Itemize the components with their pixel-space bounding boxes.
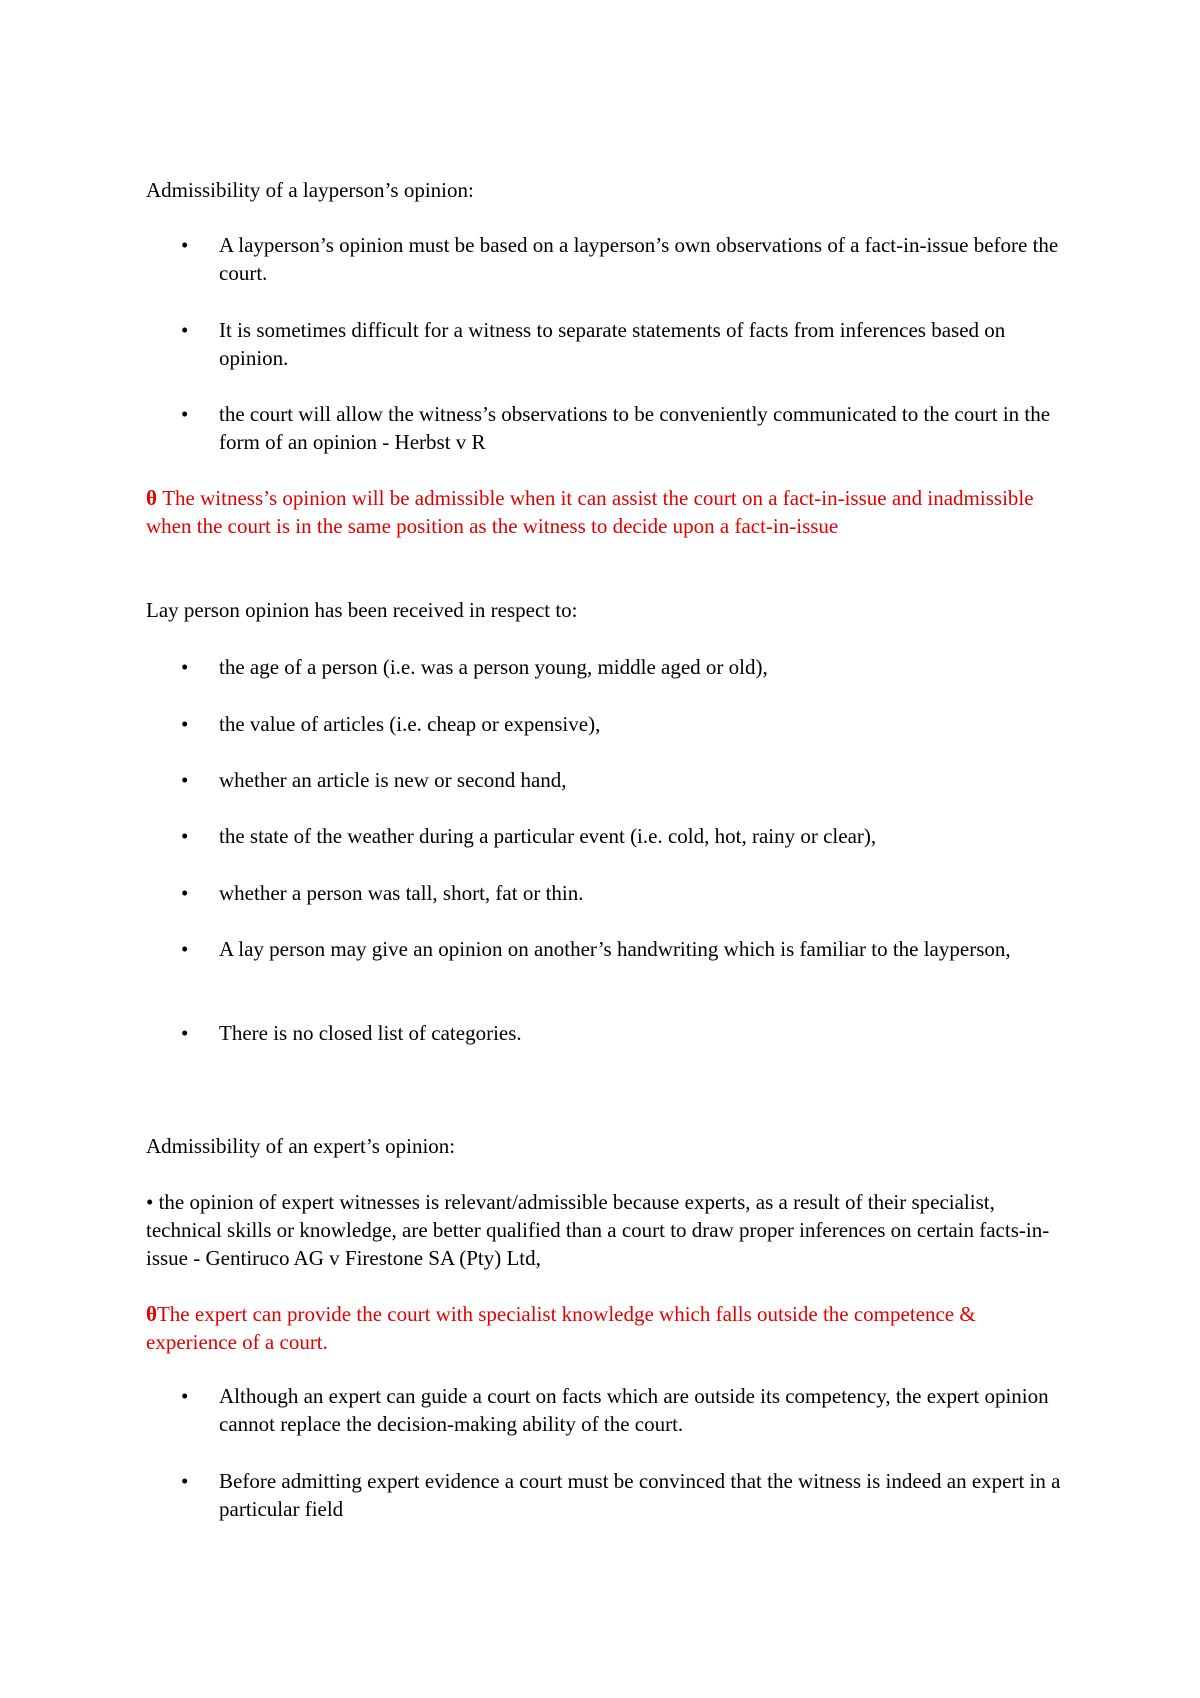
bullet-icon: • [181, 655, 189, 679]
received-point-7: There is no closed list of categories. [219, 1021, 522, 1045]
layperson-rule [146, 484, 1066, 540]
bullet-icon: • [181, 712, 189, 736]
layperson-point-2: It is sometimes difficult for a witness to separate statements of facts from inferences based on opinion. [219, 318, 1006, 370]
bullet-icon: • [181, 1469, 189, 1493]
bullet-icon: • [181, 402, 189, 426]
expert-rule [146, 1300, 1066, 1356]
received-point-5: whether a person was tall, short, fat or thin. [219, 881, 584, 905]
theta-symbol: θ [146, 486, 157, 510]
layperson-point-1: A layperson’s opinion must be based on a layperson’s own observations of a fact-in-issue before the court. [219, 233, 1059, 285]
layperson-point-3: the court will allow the witness’s observations to be conveniently communicated to the court in the form of an opinion - Herbst v R [219, 402, 1051, 454]
layperson-rule-text: The witness’s opinion will be admissible when it can assist the court on a fact-in-issue and inadmissible when the court is in the same position as the witness to decide upon a fact-in-issue [146, 486, 1034, 538]
bullet-icon: • [181, 318, 189, 342]
bullet-icon: • [181, 233, 189, 257]
bullet-icon: • [181, 1021, 189, 1045]
received-point-4: the state of the weather during a particular event (i.e. cold, hot, rainy or clear), [219, 824, 877, 848]
received-heading: Lay person opinion has been received in respect to: [146, 598, 578, 622]
received-point-1: the age of a person (i.e. was a person young, middle aged or old), [219, 655, 768, 679]
expert-point-2: Before admitting expert evidence a court must be convinced that the witness is indeed an expert in a particular field [219, 1469, 1061, 1521]
bullet-icon: • [181, 1384, 189, 1408]
expert-intro: • the opinion of expert witnesses is relevant/admissible because experts, as a result of their specialist, technical skills or knowledge, are better qualified than a court to draw proper inferences on certain facts-in-issue - Gentiruco AG v Firestone SA (Pty) Ltd, [146, 1190, 1050, 1270]
received-point-2: the value of articles (i.e. cheap or expensive), [219, 712, 601, 736]
received-point-3: whether an article is new or second hand, [219, 768, 567, 792]
received-point-6: A lay person may give an opinion on another’s handwriting which is familiar to the layperson, [219, 937, 1011, 961]
bullet-icon: • [181, 768, 189, 792]
bullet-icon: • [181, 937, 189, 961]
theta-symbol: θ [146, 1302, 157, 1326]
layperson-heading: Admissibility of a layperson’s opinion: [146, 178, 474, 202]
bullet-icon: • [181, 824, 189, 848]
expert-point-1: Although an expert can guide a court on facts which are outside its competency, the expert opinion cannot replace the decision-making ability of the court. [219, 1384, 1049, 1436]
expert-heading: Admissibility of an expert’s opinion: [146, 1134, 456, 1158]
expert-rule-text: The expert can provide the court with specialist knowledge which falls outside the competence & experience of a court. [146, 1302, 976, 1354]
bullet-icon: • [181, 881, 189, 905]
